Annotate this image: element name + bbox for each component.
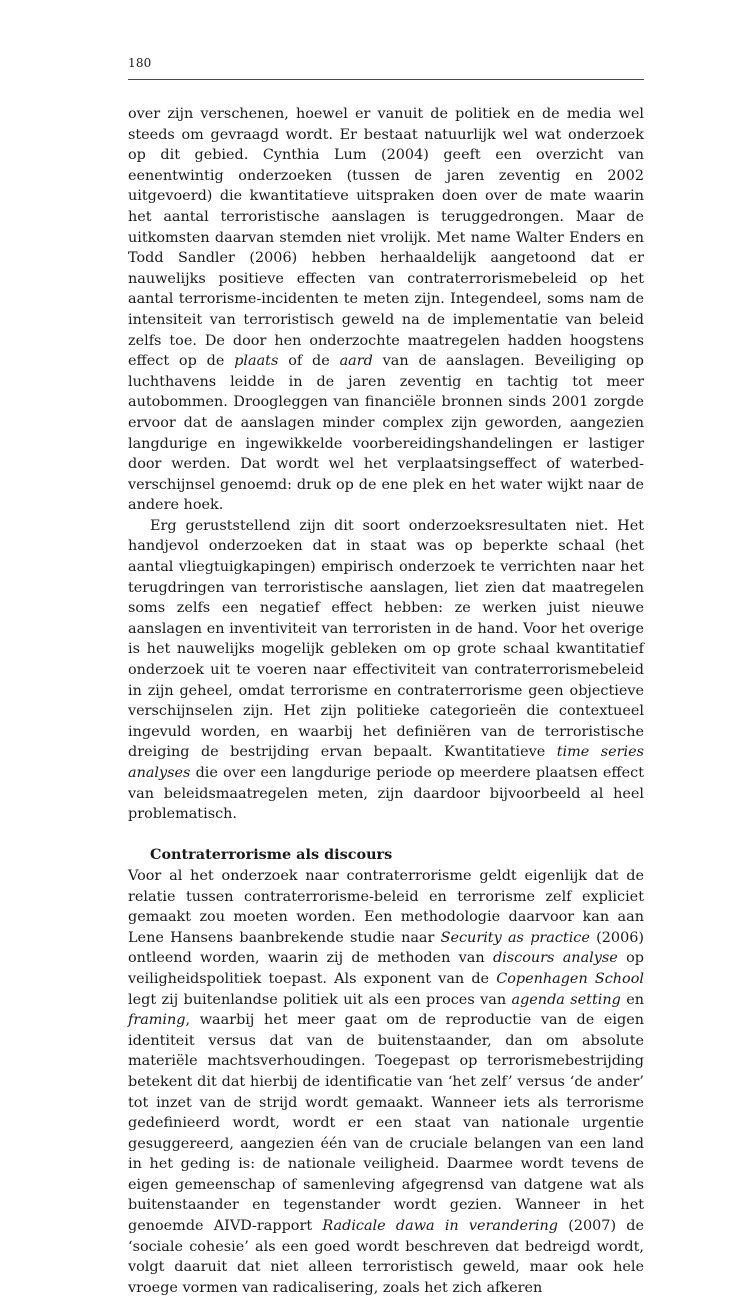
paragraph-1-text-c: van de aanslagen. Beveiliging op luchthavens leidde in de jaren zeventig en tachtig tot meer autobommen. Droogleggen van financiële bronnen sinds 2001 zorgde ervoor dat de aanslagen minder complex zijn geworden, aangezien langdurige en ingewikkelde voorbereidingshandelingen er lastiger door werden. Dat wordt wel het verplaatsingseffect of waterbed-verschijnsel genoemd: druk op de ene plek en het water wijkt naar de andere hoek. <box>128 353 644 514</box>
emphasis-plaats: plaats <box>234 353 279 370</box>
paragraph-2-text-b: die over een langdurige periode op meerdere plaatsen effect van beleidsmaatregelen meten, zijn daardoor bijvoorbeeld al heel problematisch. <box>128 765 644 823</box>
paragraph-3-text-3: op veiligheidspolitiek toepast. Als exponent van de <box>128 950 644 987</box>
emphasis-framing: framing <box>128 1012 186 1029</box>
paragraph-1-text-a: over zijn verschenen, hoewel er vanuit de politiek en de media wel steeds om gevraagd wordt. Er bestaat natuurlijk wel wat onderzoek op dit gebied. Cynthia Lum (2004) geeft een overzicht van eenentwintig onderzoeken (tussen de jaren zeventig en 2002 uitgevoerd) die kwantitatieve uitspraken doen over de mate waarin het aantal terroristische aanslagen is teruggedrongen. Maar de uitkomsten daarvan stemden niet vrolijk. Met name Walter Enders en Todd Sandler (2006) hebben herhaaldelijk aangetoond dat er nauwelijks positieve effecten van contraterrorismebeleid op het aantal terrorisme-incidenten te meten zijn. Integendeel, soms nam de intensiteit van terroristisch geweld na de implementatie van beleid zelfs toe. De door hen onderzochte maatregelen hadden hoogstens effect op de <box>128 106 644 370</box>
emphasis-radicale-dawa: Radicale dawa in verandering <box>322 1218 558 1235</box>
header-rule <box>128 79 644 80</box>
page-number: 180 <box>128 56 152 70</box>
paragraph-3-text-7: (2007) de ‘sociale cohesie’ als een goed wordt beschreven dat bedreigd wordt, volgt daaruit dat niet alleen terroristisch geweld, maar ook hele vroege vormen van radicalisering, zoals het zich afkeren <box>128 1218 645 1296</box>
paragraph-3-text-5: en <box>620 991 645 1008</box>
emphasis-discours-analyse: discours analyse <box>492 950 618 967</box>
paragraph-3 <box>128 866 644 1298</box>
paragraph-3-text-2: (2006) ontleend worden, waarin zij de methoden van <box>128 929 644 967</box>
emphasis-agenda-setting: agenda setting <box>511 991 621 1008</box>
body-text <box>128 104 644 1298</box>
paragraph-3-text-4: legt zij buitenlandse politiek uit als een proces van <box>128 991 512 1008</box>
emphasis-security-as-practice: Security as practice <box>440 929 590 946</box>
emphasis-aard: aard <box>339 353 373 370</box>
section-heading: Contraterrorisme als discours <box>150 846 393 864</box>
paragraph-1-text-b: of de <box>278 353 340 370</box>
emphasis-time-series: time series analyses <box>128 744 644 781</box>
paragraph-3-text-6: , waarbij het meer gaat om de reproductie van de eigen identiteit versus dat van de buitenstaander, dan om absolute materiële machtsverhoudingen. Toegepast op terrorismebestrijding betekent dit dat hierbij de identificatie van ‘het zelf’ versus ‘de ander’ tot inzet van de strijd wordt gemaakt. Wanneer iets als terrorisme gedefinieerd wordt, wordt er een staat van nationale urgentie gesuggereerd, aangezien één van de cruciale belangen van een land in het geding is: de nationale veiligheid. Daarmee wordt tevens de eigen gemeenschap of samenleving afgegrensd van datgene wat als buitenstaander en tegenstander wordt gezien. Wanneer in het genoemde AIVD-rapport <box>128 1012 644 1235</box>
emphasis-copenhagen-school: Copenhagen School <box>496 970 644 987</box>
paragraph-2-text-a: Erg geruststellend zijn dit soort onderzoeksresultaten niet. Het handjevol onderzoeken dat in staat was op beperkte schaal (het aantal vliegtuigkapingen) empirisch onderzoek te verrichten naar het terugdringen van terroristische aanslagen, liet zien dat maatregelen soms zelfs een negatief effect hebben: ze werken juist nieuwe aanslagen en inventiviteit van terroristen in de hand. Voor het overige is het nauwelijks mogelijk gebleken om op grote schaal kwantitatief onderzoek uit te voeren naar effectiviteit van contraterrorismebeleid in zijn geheel, omdat terrorisme en contraterrorisme geen objectieve verschijnselen zijn. Het zijn politieke categorieën die contextueel ingevuld worden, en waarbij het definiëren van de terroristische dreiging de bestrijding ervan bepaalt. Kwantitatieve <box>128 517 644 761</box>
paragraph-2 <box>128 516 644 825</box>
paragraph-3-text-1: Voor al het onderzoek naar contraterrorisme geldt eigenlijk dat de relatie tussen contraterrorisme-beleid en terrorisme zelf expliciet gemaakt zou moeten worden. Een methodologie daarvoor kan aan Lene Hansens baanbrekende studie naar <box>128 867 644 946</box>
paragraph-1 <box>128 104 644 516</box>
